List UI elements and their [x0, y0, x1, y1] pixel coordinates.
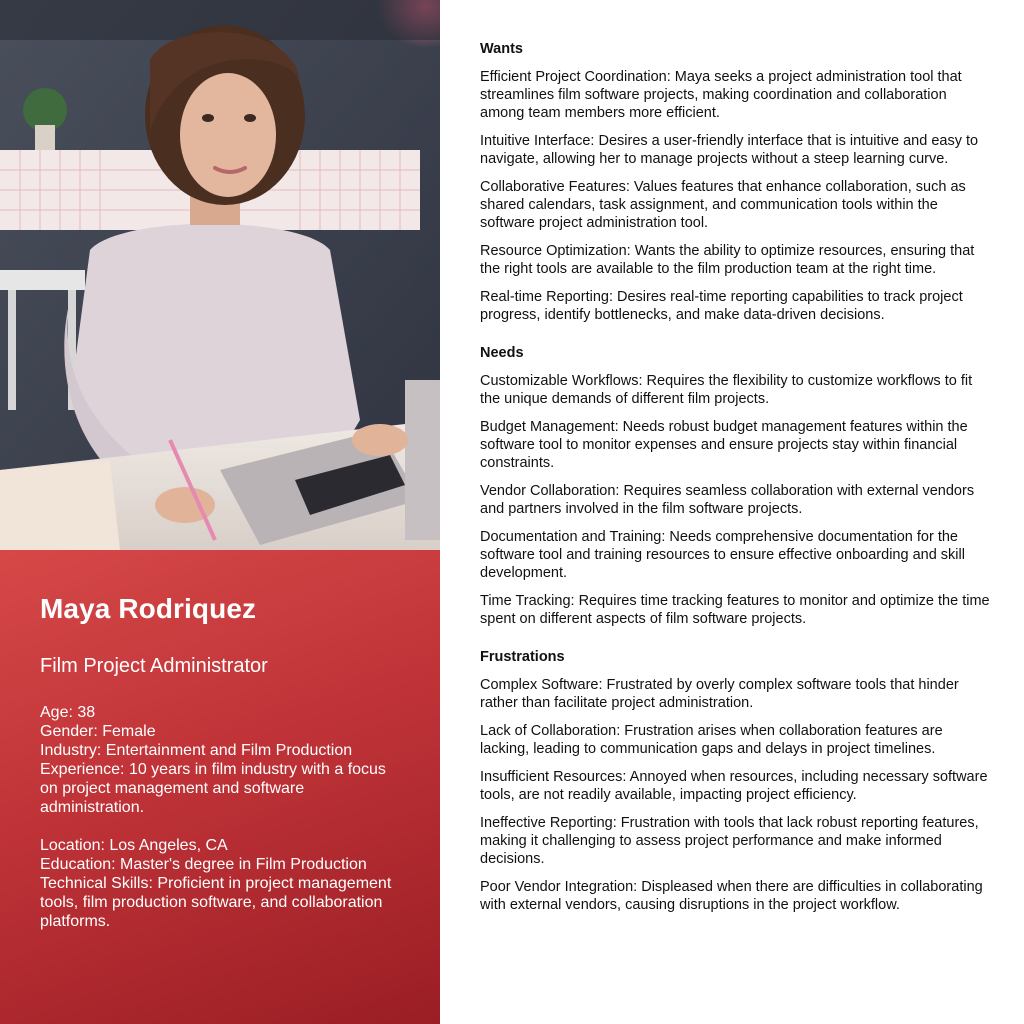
- list-item: Collaborative Features: Values features that enhance collaboration, such as shared calendars, task assignment, and communication tools within the software project administration tool.: [480, 179, 966, 231]
- section-title-frustrations: Frustrations: [480, 649, 565, 665]
- detail-industry: Industry: Entertainment and Film Production: [40, 742, 353, 759]
- list-item: Ineffective Reporting: Frustration with tools that lack robust reporting features, making it challenging to assess project performance and make informed decisions.: [480, 815, 979, 867]
- list-item: Vendor Collaboration: Requires seamless collaboration with external vendors and partners involved in the film software projects.: [480, 483, 975, 517]
- persona-content: [480, 40, 990, 934]
- list-item: Documentation and Training: Needs comprehensive documentation for the software tool and training resources to ensure effective onboarding and skill development.: [480, 529, 965, 581]
- detail-age: Age: 38: [40, 704, 96, 721]
- detail-technical-skills: Technical Skills: Proficient in project management tools, film production software, and collaboration platforms.: [40, 875, 392, 930]
- persona-photo: [0, 0, 440, 550]
- detail-gender: Gender: Female: [40, 723, 156, 740]
- list-item: Efficient Project Coordination: Maya seeks a project administration tool that streamlines film software projects, making coordination and collaboration among team members more efficient.: [480, 69, 962, 121]
- persona-name: Maya Rodriquez: [40, 593, 257, 624]
- list-item: Customizable Workflows: Requires the flexibility to customize workflows to fit the unique demands of different film projects.: [480, 373, 973, 407]
- list-item: Budget Management: Needs robust budget management features within the software tool to monitor expenses and ensure projects stay within financial constraints.: [480, 419, 968, 471]
- list-item: Intuitive Interface: Desires a user-friendly interface that is intuitive and easy to navigate, allowing her to manage projects without a steep learning curve.: [480, 133, 979, 167]
- section-needs: [480, 344, 990, 628]
- list-item: Complex Software: Frustrated by overly complex software tools that hinder rather than facilitate project administration.: [480, 677, 959, 711]
- list-item: Time Tracking: Requires time tracking features to monitor and optimize the time spent on different aspects of film software projects.: [480, 593, 990, 627]
- details-spacer: [40, 817, 400, 836]
- list-item: Insufficient Resources: Annoyed when resources, including necessary software tools, are not readily available, impacting project efficiency.: [480, 769, 988, 803]
- detail-education: Education: Master's degree in Film Production: [40, 856, 367, 873]
- detail-experience: Experience: 10 years in film industry with a focus on project management and software administration.: [40, 761, 386, 816]
- detail-location: Location: Los Angeles, CA: [40, 837, 228, 854]
- persona-details: [40, 703, 400, 931]
- section-title-wants: Wants: [480, 41, 523, 57]
- list-item: Lack of Collaboration: Frustration arises when collaboration features are lacking, leading to communication gaps and delays in project timelines.: [480, 723, 943, 757]
- section-frustrations: [480, 648, 990, 914]
- list-item: Resource Optimization: Wants the ability to optimize resources, ensuring that the right tools are available to the film production team at the right time.: [480, 243, 975, 277]
- section-wants: [480, 40, 990, 324]
- profile-panel: [0, 550, 440, 1024]
- section-title-needs: Needs: [480, 345, 524, 361]
- list-item: Real-time Reporting: Desires real-time reporting capabilities to track project progress, identify bottlenecks, and make data-driven decisions.: [480, 289, 963, 323]
- persona-role: Film Project Administrator: [40, 655, 268, 677]
- list-item: Poor Vendor Integration: Displeased when there are difficulties in collaborating with external vendors, causing disruptions in the project workflow.: [480, 879, 983, 913]
